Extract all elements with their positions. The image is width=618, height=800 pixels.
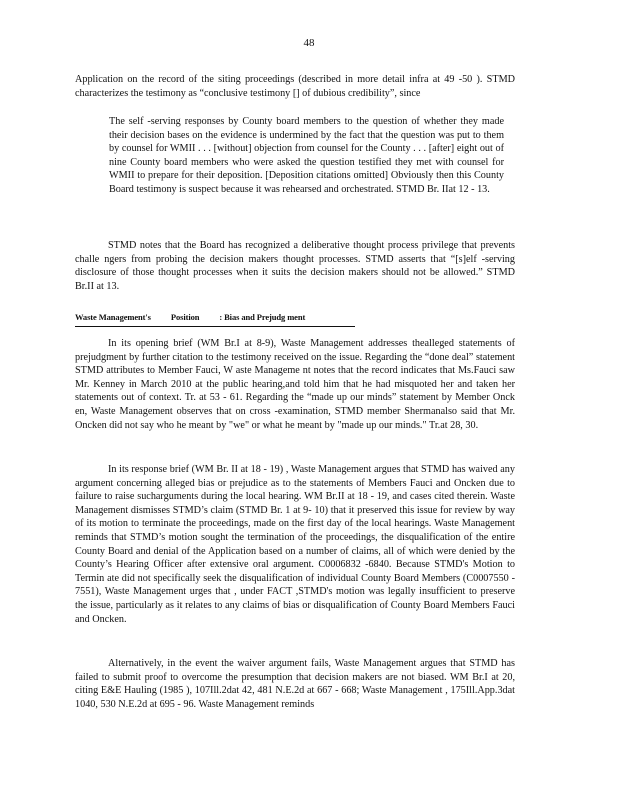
intro-text: Application on the record of the siting proceedings (described in more detail infra at 49 -50 ). STMD characterizes the testimony as “conclusive testimony [] of dubious credibility”, since: [75, 74, 515, 99]
block-quote-text: The self -serving responses by County board members to the question of whether they made their decision bases on the evidence is undermined by the fact that the question was put to them by counsel for WMII . . . [without] objection from counsel for the County . . . [after] eight out of nine County board members who were asked the question testified they met with counsel for WMII to prepare for their deposition. [Deposition citations omitted] Obviously then this County Board testimony is suspect because it was rehearsed and orchestrated. STMD Br. IIat 12 - 13.: [109, 116, 504, 195]
intro-paragraph: [75, 73, 515, 100]
heading-part-1: Waste Management's: [75, 312, 151, 322]
response-brief-text: In its response brief (WM Br. II at 18 - 19) , Waste Management argues that STMD has waived any argument concerning alleged bias or prejudice as to the statements of Members Fauci and Oncken due to failure to raise sucharguments during the local hearing. WM Br.II at 18 - 19, and cases cited therein. Waste Management dismisses STMD’s claim (STMD Br. 1 at 9- 10) that it preserved this issue for review by way of its motion to terminate the proceedings, made on the first day of the local hearings. Waste Management reminds that STMD’s motion sought the termination of the proceedings, the disqualification of the entire County Board and denial of the Application based on a number of claims, all of which were denied by the County’s Hearing Officer after extensive oral argument. C0006832 -6840. Because STMD's Motion to Termin ate did not specifically seek the disqualification of individual County Board Members (C0007550 - 7551), Waste Management urges that , under FACT ,STMD's motion was legally insufficient to preserve the issue, particularly as it relates to any claims of bias or disqualification of County Board Members Fauci and Oncken.: [75, 464, 515, 625]
stmd-privilege-text: STMD notes that the Board has recognized a deliberative thought process privilege that prevents challe ngers from probing the decision makers thought processes. STMD asserts that “[s]elf -serving disclosure of those thought processes when it suits the decision makers should not be allowed.” STMD Br.II at 13.: [75, 240, 515, 292]
response-brief-paragraph: [75, 463, 515, 626]
stmd-privilege-paragraph: [75, 239, 515, 293]
alternative-argument-paragraph: [75, 657, 515, 711]
block-quote: [109, 115, 504, 197]
heading-part-3: : Bias and Prejudg ment: [219, 312, 306, 322]
opening-brief-text: In its opening brief (WM Br.I at 8-9), Waste Management addresses thealleged statements of prejudgment by further citation to the testimony received on the issue. Regarding the “done deal” statement STMD attributes to Member Fauci, W aste Manageme nt notes that the record indicates that Ms.Fauci saw Mr. Kenney in March 2010 at the public hearing,and told him that he had misquoted her and taken her statements out of context. Tr. at 53 - 61. Regarding the “made up our minds” statement by Member Onck en, Waste Management observes that on cross -examination, STMD member Shermanalso said that Mr. Oncken did not say who he meant by "we" or what he meant by "made up our minds." Tr.at 28, 30.: [75, 338, 515, 431]
section-heading: [75, 311, 355, 327]
alternative-argument-text: Alternatively, in the event the waiver argument fails, Waste Management argues that STMD has failed to submit proof to overcome the presumption that decision makers are not biased. WM Br.I at 20, citing E&E Hauling (1985 ), 107Ill.2dat 42, 481 N.E.2d at 667 - 668; Waste Management , 175Ill.App.3dat 1040, 530 N.E.2d at 695 - 96. Waste Management reminds: [75, 658, 515, 710]
page-number: 48: [303, 37, 315, 49]
heading-part-2: Position: [170, 312, 200, 322]
opening-brief-paragraph: [75, 337, 515, 432]
